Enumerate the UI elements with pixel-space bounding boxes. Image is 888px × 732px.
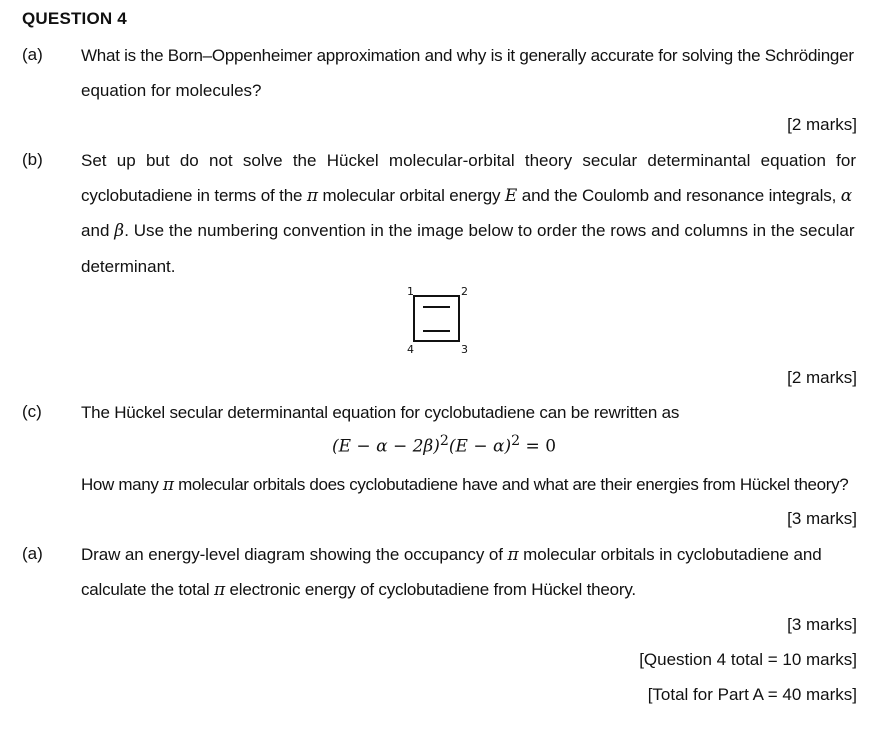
question-title: QUESTION 4 [22, 9, 127, 28]
part-b-text-line4: determinant. [81, 257, 176, 276]
beta-symbol: β [114, 221, 125, 241]
alpha-symbol: α [840, 186, 853, 206]
part-b-text-line2: cyclobutadiene in terms of the π molecular orbital energy E and the Coulomb and resonance integrals, α [81, 186, 853, 206]
ring-square [414, 296, 459, 341]
part-a-text-line1: What is the Born–Oppenheimer approximation and why is it generally accurate for solving the Schrödinger [81, 46, 854, 65]
pi-symbol: π [162, 475, 174, 495]
part-a-text-line2: equation for molecules? [81, 81, 262, 100]
atom-label-2: 2 [461, 285, 468, 298]
part-a-marks: [2 marks] [787, 115, 857, 134]
secular-equation: $(E - \alpha - 2\beta)^2(E - \alpha)^2 = 0$ [331, 433, 557, 457]
part-b-text-line1: Set up but do not solve the Hückel molecular-orbital theory secular determinantal equation for [81, 151, 856, 170]
part-c-text-line2: How many π molecular orbitals does cyclobutadiene have and what are their energies from Hückel theory? [81, 475, 849, 495]
cyclobutadiene-diagram [402, 283, 472, 359]
part-a2-text-line1: Draw an energy-level diagram showing the occupancy of π molecular orbitals in cyclobutadiene and [81, 545, 822, 565]
part-c-text-line1: The Hückel secular determinantal equation for cyclobutadiene can be rewritten as [81, 403, 680, 422]
part-a-label: (a) [22, 45, 43, 64]
part-b-marks: [2 marks] [787, 368, 857, 387]
part-b-label: (b) [22, 150, 43, 169]
atom-label-3: 3 [461, 343, 468, 356]
part-c-label: (c) [22, 402, 42, 421]
atom-label-4: 4 [407, 343, 414, 356]
question-total: [Question 4 total = 10 marks] [639, 650, 857, 669]
part-a2-text-line2: calculate the total π electronic energy of cyclobutadiene from Hückel theory. [81, 580, 636, 600]
energy-symbol: E [504, 186, 518, 206]
part-b-text-line3: and β. Use the numbering convention in the image below to order the rows and columns in the secular [81, 221, 855, 241]
part-a2-label: (a) [22, 544, 43, 563]
pi-symbol: π [306, 186, 318, 206]
pi-symbol: π [507, 545, 519, 565]
atom-label-1: 1 [407, 285, 414, 298]
part-a2-marks: [3 marks] [787, 615, 857, 634]
part-total: [Total for Part A = 40 marks] [647, 685, 857, 704]
pi-symbol: π [214, 580, 226, 600]
part-c-marks: [3 marks] [787, 509, 857, 528]
